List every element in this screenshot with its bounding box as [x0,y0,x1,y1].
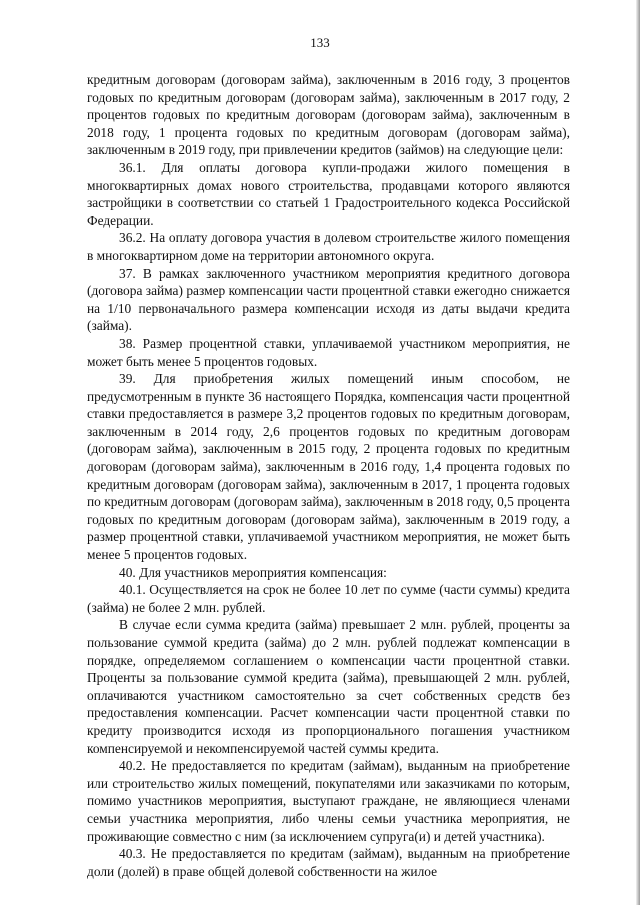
paragraph-36-2: 36.2. На оплату договора участия в долевом строительстве жилого помещения в многоквартирном доме на территории автономного округа. [87,230,570,263]
paragraph-continuation: кредитным договорам (договорам займа), заключенным в 2016 году, 3 процентов годовых по кредитным договорам (договорам займа), заключенным в 2017 году, 2 процентов годовых по кредитным договорам (договорам займа), заключенным в 2018 году, 1 процента годовых по кредитным договорам (договорам займа), заключенным в 2019 году, при привлечении кредитов (займов) на следующие цели: [87,72,570,158]
paragraph-40-1: 40.1. Осуществляется на срок не более 10 лет по сумме (части суммы) кредита (займа) не более 2 млн. рублей. [87,582,570,615]
document-body [87,71,570,880]
paragraph-39: 39. Для приобретения жилых помещений иным способом, не предусмотренным в пункте 36 настоящего Порядка, компенсация части процентной ставки предоставляется в размере 3,2 процентов годовых по кредитным договорам, заключенным в 2014 году, 2,6 процентов годовых по кредитным договорам (договорам займа), заключенным в 2015 году, 2 процента годовых по кредитным договорам (договорам займа), заключенным в 2016 году, 1,4 процента годовых по кредитным договорам (договорам займа), заключенным в 2017, 1 процента годовых по кредитным договорам (договорам займа), заключенным в 2018 году, 0,5 процента годовых по кредитным договорам (договорам займа), заключенным в 2019 году, а размер процентной ставки, уплачиваемой участником мероприятия, не может быть менее 5 процентов годовых. [87,371,570,563]
paragraph-40-1-details: В случае если сумма кредита (займа) превышает 2 млн. рублей, проценты за пользование суммой кредита (займа) до 2 млн. рублей подлежат компенсации в порядке, определяемом соглашением о компенсации части процентной ставки. Проценты за пользование суммой кредита (займа), превышающей 2 млн. рублей, оплачиваются участником самостоятельно за счет собственных средств без предоставления компенсации. Расчет компенсации части процентной ставки по кредиту производится исходя из пропорционального погашения участником компенсируемой и некомпенсируемой частей суммы кредита. [87,617,570,756]
paragraph-36-1: 36.1. Для оплаты договора купли-продажи жилого помещения в многоквартирных домах нового строительства, продавцами которого являются застройщики в соответствии со статьей 1 Градостроительного кодекса Российской Федерации. [87,159,570,228]
paragraph-40-2: 40.2. Не предоставляется по кредитам (займам), выданным на приобретение или строительство жилых помещений, покупателями или заказчиками по которым, помимо участников мероприятия, выступают граждане, не являющиеся членами семьи участника мероприятия, либо члены семьи участника мероприятия, не проживающие совместно с ним (за исключением супруга(и) и детей участника). [87,758,570,844]
page-number: 133 [310,35,330,50]
page-edge-shadow [636,0,640,905]
paragraph-38: 38. Размер процентной ставки, уплачиваемой участником мероприятия, не может быть менее 5 процентов годовых. [87,335,570,369]
paragraph-40-3: 40.3. Не предоставляется по кредитам (займам), выданным на приобретение доли (долей) в праве общей долевой собственности на жилое [87,846,570,879]
paragraph-40: 40. Для участников мероприятия компенсация: [119,564,387,580]
paragraph-37: 37. В рамках заключенного участником мероприятия кредитного договора (договора займа) размер компенсации части процентной ставки ежегодно снижается на 1/10 первоначального размера компенсации исходя из даты выдачи кредита (займа). [87,265,570,334]
